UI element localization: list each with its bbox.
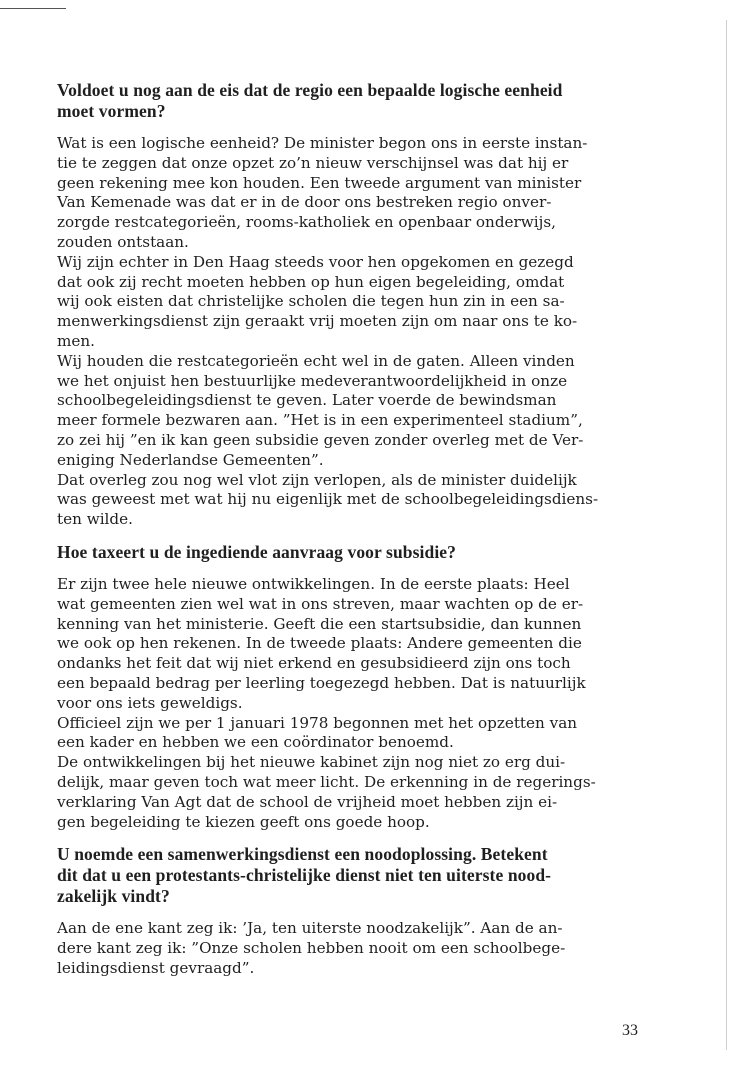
text-line: U noemde een samenwerkingsdienst een noodoplossing. Betekent xyxy=(57,844,548,865)
text-line: men. xyxy=(57,331,95,350)
text-line: dit dat u een protestants-christelijke dienst niet ten uiterste nood- xyxy=(57,865,552,886)
text-line: wij ook eisten dat christelijke scholen die tegen hun zin in een sa- xyxy=(57,292,565,311)
text-line: ten wilde. xyxy=(57,510,133,529)
text-line: Voldoet u nog aan de eis dat de regio een bepaalde logische eenheid xyxy=(57,80,563,100)
interview-question xyxy=(57,542,677,563)
text-line: verklaring Van Agt dat de school de vrijheid moet hebben zijn ei- xyxy=(57,792,558,811)
text-line: tie te zeggen dat onze opzet zo’n nieuw verschijnsel was dat hij er xyxy=(57,153,569,172)
text-line: delijk, maar geven toch wat meer licht. De erkenning in de regerings- xyxy=(57,772,596,791)
page-number: 33 xyxy=(622,1022,638,1039)
text-line: voor ons iets geweldigs. xyxy=(57,693,243,712)
text-line: Wij zijn echter in Den Haag steeds voor hen opgekomen en gezegd xyxy=(57,252,574,271)
text-line: wat gemeenten zien wel wat in ons streven, maar wachten op de er- xyxy=(57,594,584,613)
text-line: zouden ontstaan. xyxy=(57,232,189,251)
text-line: gen begeleiding te kiezen geeft ons goede hoop. xyxy=(57,812,430,831)
top-rule xyxy=(0,8,66,9)
text-line: we het onjuist hen bestuurlijke medeverantwoordelijkheid in onze xyxy=(57,371,568,390)
page-edge xyxy=(726,20,727,1050)
interview-answer xyxy=(57,134,677,530)
interview-answer xyxy=(57,919,677,978)
text-line: Aan de ene kant zeg ik: ’Ja, ten uiterste noodzakelijk”. Aan de an- xyxy=(57,919,563,938)
text-line: dat ook zij recht moeten hebben op hun eigen begeleiding, omdat xyxy=(57,272,565,291)
interview-question xyxy=(57,80,677,122)
text-line: Wat is een logische eenheid? De minister begon ons in eerste instan- xyxy=(57,134,588,152)
page-body xyxy=(57,80,677,991)
text-line: Er zijn twee hele nieuwe ontwikkelingen. In de eerste plaats: Heel xyxy=(57,574,570,593)
text-line: zo zei hij ”en ik kan geen subsidie geven zonder overleg met de Ver- xyxy=(57,430,584,449)
text-line: zorgde restcategorieën, rooms-katholiek en openbaar onderwijs, xyxy=(57,213,556,232)
text-line: leidingsdienst gevraagd”. xyxy=(57,958,255,977)
text-line: dere kant zeg ik: ”Onze scholen hebben nooit om een schoolbege- xyxy=(57,939,566,958)
text-line: was geweest met wat hij nu eigenlijk met de schoolbegeleidingsdiens- xyxy=(57,490,599,509)
text-line: Hoe taxeert u de ingediende aanvraag voor subsidie? xyxy=(57,541,457,562)
text-line: geen rekening mee kon houden. Een tweede argument van minister xyxy=(57,173,582,192)
text-line: Officieel zijn we per 1 januari 1978 begonnen met het opzetten van xyxy=(57,713,578,732)
text-line: zakelijk vindt? xyxy=(57,886,170,907)
text-line: kenning van het ministerie. Geeft die een startsubsidie, dan kunnen xyxy=(57,614,582,633)
text-line: een bepaald bedrag per leerling toegezegd hebben. Dat is natuurlijk xyxy=(57,673,586,692)
text-line: Van Kemenade was dat er in de door ons bestreken regio onver- xyxy=(57,193,552,212)
text-line: menwerkingsdienst zijn geraakt vrij moeten zijn om naar ons te ko- xyxy=(57,312,578,331)
text-line: we ook op hen rekenen. In de tweede plaats: Andere gemeenten die xyxy=(57,634,582,653)
interview-answer xyxy=(57,575,677,832)
text-line: De ontwikkelingen bij het nieuwe kabinet zijn nog niet zo erg dui- xyxy=(57,753,566,772)
interview-question xyxy=(57,844,677,907)
text-line: een kader en hebben we een coördinator benoemd. xyxy=(57,733,454,752)
text-line: schoolbegeleidingsdienst te geven. Later voerde de bewindsman xyxy=(57,391,557,410)
text-line: Dat overleg zou nog wel vlot zijn verlopen, als de minister duidelijk xyxy=(57,470,577,489)
text-line: ondanks het feit dat wij niet erkend en gesubsidieerd zijn ons toch xyxy=(57,654,571,673)
text-line: moet vormen? xyxy=(57,101,166,121)
text-line: eniging Nederlandse Gemeenten”. xyxy=(57,450,324,469)
text-line: meer formele bezwaren aan. ”Het is in een experimenteel stadium”, xyxy=(57,411,583,430)
text-line: Wij houden die restcategorieën echt wel in de gaten. Alleen vinden xyxy=(57,351,575,370)
